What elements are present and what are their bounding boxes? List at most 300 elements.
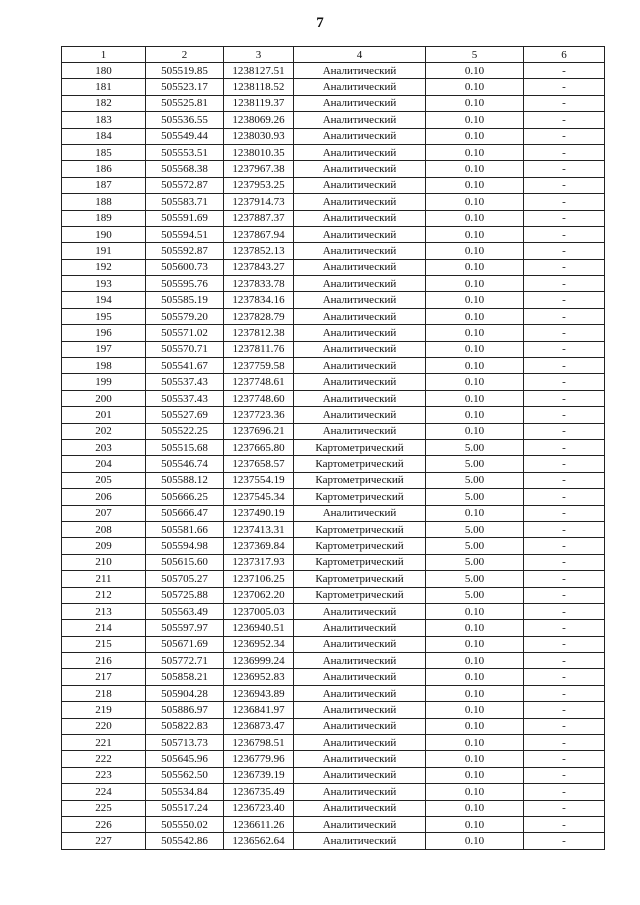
point-number-cell: 196 <box>62 325 146 341</box>
table-row <box>62 128 605 144</box>
method-cell: Аналитический <box>294 112 426 128</box>
x-coordinate-cell: 505515.68 <box>146 439 224 455</box>
y-coordinate-cell: 1237852.13 <box>224 243 294 259</box>
table-row <box>62 456 605 472</box>
accuracy-cell: 5.00 <box>426 587 524 603</box>
y-coordinate-cell: 1236611.26 <box>224 816 294 832</box>
y-coordinate-cell: 1236723.40 <box>224 800 294 816</box>
accuracy-cell: 0.10 <box>426 800 524 816</box>
method-cell: Аналитический <box>294 702 426 718</box>
y-coordinate-cell: 1238119.37 <box>224 95 294 111</box>
accuracy-cell: 0.10 <box>426 292 524 308</box>
page-number: 7 <box>316 15 324 31</box>
table-row <box>62 161 605 177</box>
x-coordinate-cell: 505671.69 <box>146 636 224 652</box>
coordinates-table <box>61 46 605 850</box>
accuracy-cell: 0.10 <box>426 423 524 439</box>
x-coordinate-cell: 505517.24 <box>146 800 224 816</box>
table-row <box>62 341 605 357</box>
description-cell: - <box>524 226 605 242</box>
y-coordinate-cell: 1237723.36 <box>224 407 294 423</box>
description-cell: - <box>524 767 605 783</box>
point-number-cell: 184 <box>62 128 146 144</box>
method-cell: Аналитический <box>294 718 426 734</box>
table-row <box>62 554 605 570</box>
description-cell: - <box>524 784 605 800</box>
method-cell: Аналитический <box>294 341 426 357</box>
description-cell: - <box>524 571 605 587</box>
method-cell: Аналитический <box>294 636 426 652</box>
table-row <box>62 95 605 111</box>
description-cell: - <box>524 816 605 832</box>
point-number-cell: 195 <box>62 308 146 324</box>
x-coordinate-cell: 505542.86 <box>146 833 224 849</box>
x-coordinate-cell: 505537.43 <box>146 390 224 406</box>
y-coordinate-cell: 1238030.93 <box>224 128 294 144</box>
table-row <box>62 292 605 308</box>
y-coordinate-cell: 1236952.34 <box>224 636 294 652</box>
point-number-cell: 219 <box>62 702 146 718</box>
accuracy-cell: 0.10 <box>426 144 524 160</box>
y-coordinate-cell: 1237833.78 <box>224 276 294 292</box>
accuracy-cell: 5.00 <box>426 489 524 505</box>
method-cell: Аналитический <box>294 800 426 816</box>
accuracy-cell: 0.10 <box>426 718 524 734</box>
method-cell: Аналитический <box>294 177 426 193</box>
accuracy-cell: 0.10 <box>426 702 524 718</box>
table-row <box>62 653 605 669</box>
x-coordinate-cell: 505553.51 <box>146 144 224 160</box>
description-cell: - <box>524 177 605 193</box>
accuracy-cell: 0.10 <box>426 636 524 652</box>
y-coordinate-cell: 1238127.51 <box>224 63 294 79</box>
table-row <box>62 685 605 701</box>
description-cell: - <box>524 751 605 767</box>
description-cell: - <box>524 587 605 603</box>
table-row <box>62 112 605 128</box>
point-number-cell: 207 <box>62 505 146 521</box>
point-number-cell: 217 <box>62 669 146 685</box>
accuracy-cell: 0.10 <box>426 685 524 701</box>
accuracy-cell: 5.00 <box>426 571 524 587</box>
accuracy-cell: 0.10 <box>426 177 524 193</box>
method-cell: Аналитический <box>294 210 426 226</box>
y-coordinate-cell: 1237748.60 <box>224 390 294 406</box>
x-coordinate-cell: 505592.87 <box>146 243 224 259</box>
point-number-cell: 214 <box>62 620 146 636</box>
column-header-1: 1 <box>62 47 146 63</box>
accuracy-cell: 0.10 <box>426 735 524 751</box>
y-coordinate-cell: 1238118.52 <box>224 79 294 95</box>
x-coordinate-cell: 505822.83 <box>146 718 224 734</box>
table-row <box>62 210 605 226</box>
method-cell: Аналитический <box>294 226 426 242</box>
table-row <box>62 374 605 390</box>
description-cell: - <box>524 63 605 79</box>
description-cell: - <box>524 423 605 439</box>
description-cell: - <box>524 456 605 472</box>
description-cell: - <box>524 718 605 734</box>
point-number-cell: 205 <box>62 472 146 488</box>
y-coordinate-cell: 1237554.19 <box>224 472 294 488</box>
description-cell: - <box>524 128 605 144</box>
accuracy-cell: 0.10 <box>426 767 524 783</box>
column-header-2: 2 <box>146 47 224 63</box>
table-row <box>62 751 605 767</box>
column-header-3: 3 <box>224 47 294 63</box>
table-row <box>62 538 605 554</box>
y-coordinate-cell: 1237811.76 <box>224 341 294 357</box>
table-row <box>62 472 605 488</box>
x-coordinate-cell: 505666.47 <box>146 505 224 521</box>
x-coordinate-cell: 505527.69 <box>146 407 224 423</box>
method-cell: Аналитический <box>294 423 426 439</box>
x-coordinate-cell: 505581.66 <box>146 521 224 537</box>
x-coordinate-cell: 505666.25 <box>146 489 224 505</box>
accuracy-cell: 0.10 <box>426 95 524 111</box>
x-coordinate-cell: 505550.02 <box>146 816 224 832</box>
description-cell: - <box>524 79 605 95</box>
column-header-6: 6 <box>524 47 605 63</box>
accuracy-cell: 0.10 <box>426 407 524 423</box>
method-cell: Картометрический <box>294 587 426 603</box>
method-cell: Картометрический <box>294 489 426 505</box>
description-cell: - <box>524 833 605 849</box>
table-row <box>62 226 605 242</box>
table-row <box>62 259 605 275</box>
point-number-cell: 223 <box>62 767 146 783</box>
table-row <box>62 587 605 603</box>
y-coordinate-cell: 1236798.51 <box>224 735 294 751</box>
description-cell: - <box>524 472 605 488</box>
y-coordinate-cell: 1236952.83 <box>224 669 294 685</box>
method-cell: Картометрический <box>294 571 426 587</box>
accuracy-cell: 5.00 <box>426 472 524 488</box>
y-coordinate-cell: 1236735.49 <box>224 784 294 800</box>
point-number-cell: 208 <box>62 521 146 537</box>
table-row <box>62 833 605 849</box>
point-number-cell: 200 <box>62 390 146 406</box>
method-cell: Аналитический <box>294 735 426 751</box>
table-row <box>62 735 605 751</box>
y-coordinate-cell: 1237369.84 <box>224 538 294 554</box>
description-cell: - <box>524 603 605 619</box>
accuracy-cell: 0.10 <box>426 358 524 374</box>
table-row <box>62 423 605 439</box>
x-coordinate-cell: 505562.50 <box>146 767 224 783</box>
table-body <box>62 63 605 850</box>
x-coordinate-cell: 505588.12 <box>146 472 224 488</box>
description-cell: - <box>524 505 605 521</box>
point-number-cell: 202 <box>62 423 146 439</box>
method-cell: Аналитический <box>294 833 426 849</box>
x-coordinate-cell: 505585.19 <box>146 292 224 308</box>
point-number-cell: 227 <box>62 833 146 849</box>
description-cell: - <box>524 554 605 570</box>
accuracy-cell: 0.10 <box>426 751 524 767</box>
method-cell: Аналитический <box>294 767 426 783</box>
accuracy-cell: 0.10 <box>426 816 524 832</box>
table-row <box>62 63 605 79</box>
point-number-cell: 180 <box>62 63 146 79</box>
method-cell: Аналитический <box>294 259 426 275</box>
x-coordinate-cell: 505536.55 <box>146 112 224 128</box>
description-cell: - <box>524 341 605 357</box>
method-cell: Картометрический <box>294 472 426 488</box>
y-coordinate-cell: 1238010.35 <box>224 144 294 160</box>
point-number-cell: 183 <box>62 112 146 128</box>
y-coordinate-cell: 1237658.57 <box>224 456 294 472</box>
point-number-cell: 185 <box>62 144 146 160</box>
x-coordinate-cell: 505583.71 <box>146 194 224 210</box>
accuracy-cell: 0.10 <box>426 243 524 259</box>
x-coordinate-cell: 505595.76 <box>146 276 224 292</box>
y-coordinate-cell: 1237967.38 <box>224 161 294 177</box>
x-coordinate-cell: 505597.97 <box>146 620 224 636</box>
table-row <box>62 603 605 619</box>
accuracy-cell: 0.10 <box>426 210 524 226</box>
column-header-5: 5 <box>426 47 524 63</box>
accuracy-cell: 0.10 <box>426 505 524 521</box>
accuracy-cell: 0.10 <box>426 669 524 685</box>
method-cell: Картометрический <box>294 554 426 570</box>
y-coordinate-cell: 1236779.96 <box>224 751 294 767</box>
description-cell: - <box>524 653 605 669</box>
method-cell: Аналитический <box>294 669 426 685</box>
column-header-4: 4 <box>294 47 426 63</box>
y-coordinate-cell: 1237696.21 <box>224 423 294 439</box>
table-row <box>62 358 605 374</box>
table-row <box>62 325 605 341</box>
table-row <box>62 243 605 259</box>
description-cell: - <box>524 194 605 210</box>
method-cell: Аналитический <box>294 128 426 144</box>
table-row <box>62 144 605 160</box>
accuracy-cell: 0.10 <box>426 325 524 341</box>
accuracy-cell: 0.10 <box>426 112 524 128</box>
point-number-cell: 201 <box>62 407 146 423</box>
description-cell: - <box>524 374 605 390</box>
method-cell: Аналитический <box>294 390 426 406</box>
y-coordinate-cell: 1237812.38 <box>224 325 294 341</box>
x-coordinate-cell: 505904.28 <box>146 685 224 701</box>
description-cell: - <box>524 276 605 292</box>
table-row <box>62 571 605 587</box>
method-cell: Картометрический <box>294 538 426 554</box>
x-coordinate-cell: 505568.38 <box>146 161 224 177</box>
description-cell: - <box>524 161 605 177</box>
point-number-cell: 188 <box>62 194 146 210</box>
point-number-cell: 216 <box>62 653 146 669</box>
method-cell: Картометрический <box>294 521 426 537</box>
y-coordinate-cell: 1237828.79 <box>224 308 294 324</box>
method-cell: Аналитический <box>294 653 426 669</box>
method-cell: Аналитический <box>294 243 426 259</box>
y-coordinate-cell: 1237914.73 <box>224 194 294 210</box>
method-cell: Аналитический <box>294 292 426 308</box>
method-cell: Аналитический <box>294 505 426 521</box>
method-cell: Аналитический <box>294 144 426 160</box>
x-coordinate-cell: 505579.20 <box>146 308 224 324</box>
description-cell: - <box>524 636 605 652</box>
description-cell: - <box>524 308 605 324</box>
x-coordinate-cell: 505600.73 <box>146 259 224 275</box>
header-row <box>62 47 605 63</box>
accuracy-cell: 0.10 <box>426 276 524 292</box>
method-cell: Аналитический <box>294 63 426 79</box>
accuracy-cell: 0.10 <box>426 603 524 619</box>
description-cell: - <box>524 800 605 816</box>
accuracy-cell: 0.10 <box>426 79 524 95</box>
y-coordinate-cell: 1237062.20 <box>224 587 294 603</box>
x-coordinate-cell: 505563.49 <box>146 603 224 619</box>
point-number-cell: 181 <box>62 79 146 95</box>
table-row <box>62 489 605 505</box>
accuracy-cell: 0.10 <box>426 833 524 849</box>
x-coordinate-cell: 505537.43 <box>146 374 224 390</box>
method-cell: Аналитический <box>294 685 426 701</box>
x-coordinate-cell: 505549.44 <box>146 128 224 144</box>
method-cell: Аналитический <box>294 407 426 423</box>
x-coordinate-cell: 505570.71 <box>146 341 224 357</box>
point-number-cell: 211 <box>62 571 146 587</box>
x-coordinate-cell: 505858.21 <box>146 669 224 685</box>
y-coordinate-cell: 1237834.16 <box>224 292 294 308</box>
method-cell: Аналитический <box>294 79 426 95</box>
description-cell: - <box>524 407 605 423</box>
accuracy-cell: 0.10 <box>426 226 524 242</box>
description-cell: - <box>524 702 605 718</box>
y-coordinate-cell: 1237887.37 <box>224 210 294 226</box>
y-coordinate-cell: 1237317.93 <box>224 554 294 570</box>
description-cell: - <box>524 325 605 341</box>
accuracy-cell: 0.10 <box>426 374 524 390</box>
accuracy-cell: 0.10 <box>426 341 524 357</box>
method-cell: Аналитический <box>294 751 426 767</box>
y-coordinate-cell: 1237748.61 <box>224 374 294 390</box>
description-cell: - <box>524 358 605 374</box>
description-cell: - <box>524 439 605 455</box>
x-coordinate-cell: 505772.71 <box>146 653 224 669</box>
point-number-cell: 187 <box>62 177 146 193</box>
accuracy-cell: 5.00 <box>426 521 524 537</box>
y-coordinate-cell: 1237106.25 <box>224 571 294 587</box>
point-number-cell: 213 <box>62 603 146 619</box>
x-coordinate-cell: 505594.98 <box>146 538 224 554</box>
point-number-cell: 222 <box>62 751 146 767</box>
method-cell: Аналитический <box>294 816 426 832</box>
description-cell: - <box>524 735 605 751</box>
point-number-cell: 209 <box>62 538 146 554</box>
description-cell: - <box>524 144 605 160</box>
description-cell: - <box>524 685 605 701</box>
y-coordinate-cell: 1236940.51 <box>224 620 294 636</box>
accuracy-cell: 5.00 <box>426 538 524 554</box>
description-cell: - <box>524 292 605 308</box>
x-coordinate-cell: 505572.87 <box>146 177 224 193</box>
x-coordinate-cell: 505713.73 <box>146 735 224 751</box>
y-coordinate-cell: 1238069.26 <box>224 112 294 128</box>
point-number-cell: 204 <box>62 456 146 472</box>
point-number-cell: 194 <box>62 292 146 308</box>
point-number-cell: 212 <box>62 587 146 603</box>
method-cell: Аналитический <box>294 374 426 390</box>
description-cell: - <box>524 259 605 275</box>
point-number-cell: 215 <box>62 636 146 652</box>
x-coordinate-cell: 505591.69 <box>146 210 224 226</box>
point-number-cell: 197 <box>62 341 146 357</box>
point-number-cell: 206 <box>62 489 146 505</box>
description-cell: - <box>524 210 605 226</box>
method-cell: Аналитический <box>294 308 426 324</box>
y-coordinate-cell: 1237953.25 <box>224 177 294 193</box>
y-coordinate-cell: 1237005.03 <box>224 603 294 619</box>
point-number-cell: 221 <box>62 735 146 751</box>
method-cell: Аналитический <box>294 276 426 292</box>
accuracy-cell: 0.10 <box>426 308 524 324</box>
method-cell: Картометрический <box>294 456 426 472</box>
x-coordinate-cell: 505886.97 <box>146 702 224 718</box>
method-cell: Аналитический <box>294 161 426 177</box>
point-number-cell: 218 <box>62 685 146 701</box>
description-cell: - <box>524 390 605 406</box>
x-coordinate-cell: 505523.17 <box>146 79 224 95</box>
description-cell: - <box>524 243 605 259</box>
x-coordinate-cell: 505571.02 <box>146 325 224 341</box>
x-coordinate-cell: 505519.85 <box>146 63 224 79</box>
accuracy-cell: 0.10 <box>426 63 524 79</box>
y-coordinate-cell: 1236873.47 <box>224 718 294 734</box>
x-coordinate-cell: 505594.51 <box>146 226 224 242</box>
accuracy-cell: 0.10 <box>426 390 524 406</box>
description-cell: - <box>524 620 605 636</box>
method-cell: Аналитический <box>294 603 426 619</box>
point-number-cell: 210 <box>62 554 146 570</box>
table-row <box>62 669 605 685</box>
x-coordinate-cell: 505525.81 <box>146 95 224 111</box>
y-coordinate-cell: 1237665.80 <box>224 439 294 455</box>
method-cell: Аналитический <box>294 95 426 111</box>
point-number-cell: 190 <box>62 226 146 242</box>
description-cell: - <box>524 521 605 537</box>
point-number-cell: 191 <box>62 243 146 259</box>
y-coordinate-cell: 1237867.94 <box>224 226 294 242</box>
point-number-cell: 189 <box>62 210 146 226</box>
table-row <box>62 177 605 193</box>
point-number-cell: 203 <box>62 439 146 455</box>
x-coordinate-cell: 505705.27 <box>146 571 224 587</box>
y-coordinate-cell: 1237843.27 <box>224 259 294 275</box>
table-row <box>62 276 605 292</box>
table-row <box>62 308 605 324</box>
y-coordinate-cell: 1236562.64 <box>224 833 294 849</box>
x-coordinate-cell: 505522.25 <box>146 423 224 439</box>
accuracy-cell: 0.10 <box>426 259 524 275</box>
description-cell: - <box>524 489 605 505</box>
table-row <box>62 636 605 652</box>
accuracy-cell: 0.10 <box>426 128 524 144</box>
table-row <box>62 702 605 718</box>
table-row <box>62 784 605 800</box>
description-cell: - <box>524 112 605 128</box>
x-coordinate-cell: 505725.88 <box>146 587 224 603</box>
point-number-cell: 226 <box>62 816 146 832</box>
point-number-cell: 220 <box>62 718 146 734</box>
table-row <box>62 521 605 537</box>
accuracy-cell: 0.10 <box>426 620 524 636</box>
method-cell: Картометрический <box>294 439 426 455</box>
description-cell: - <box>524 95 605 111</box>
